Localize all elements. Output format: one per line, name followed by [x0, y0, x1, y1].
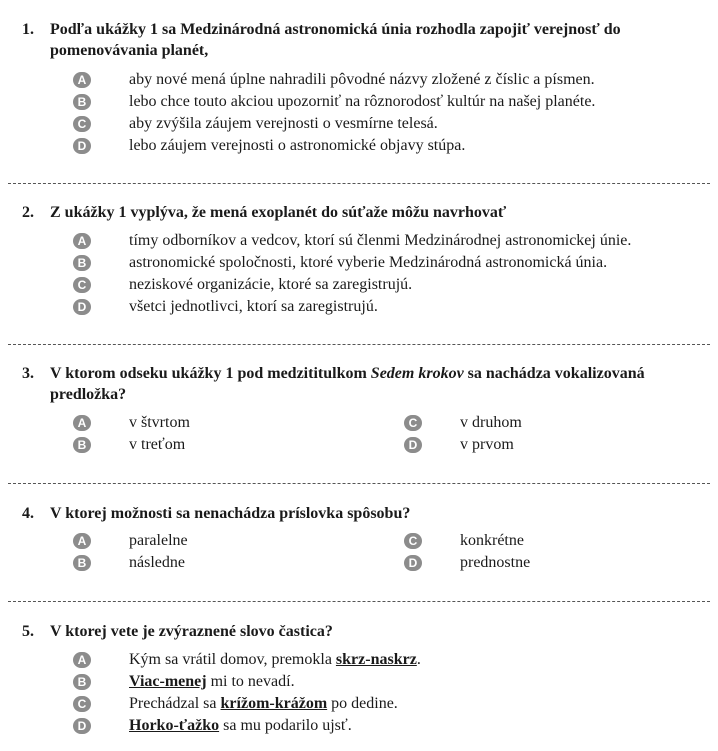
option-text: v druhom: [460, 414, 522, 431]
highlighted-word: Horko-ťažko: [129, 717, 220, 734]
question-text: Z ukážky 1 vyplýva, že mená exoplanét do súťaže môžu navrhovať: [50, 204, 507, 221]
option-letter-badge: B: [73, 555, 91, 571]
option-text: v štvrtom: [129, 414, 190, 431]
option-letter-badge: C: [404, 533, 422, 549]
option-letter-badge: A: [73, 652, 91, 668]
option-letter-badge: A: [73, 233, 91, 249]
option-text: paralelne: [129, 532, 188, 549]
option-letter-badge: B: [73, 255, 91, 271]
question-1: [0, 19, 718, 154]
option-text: následne: [129, 554, 185, 571]
question-number: 2.: [22, 204, 34, 221]
option-letter-badge: A: [73, 72, 91, 88]
question-4: [0, 503, 718, 571]
question-text: V ktorom odseku ukážky 1 pod medzititulkom Sedem krokov sa nachádza vokalizovaná predložka?: [50, 365, 645, 403]
option-text: Prechádzal sa krížom-krážom po dedine.: [129, 695, 398, 712]
option-letter-badge: B: [73, 674, 91, 690]
question-2: [0, 202, 718, 315]
option-letter-badge: A: [73, 415, 91, 431]
option-text: lebo záujem verejnosti o astronomické objavy stúpa.: [129, 137, 466, 154]
option-letter-badge: D: [73, 138, 91, 154]
highlighted-word: skrz-naskrz: [335, 651, 417, 668]
option-letter-badge: B: [73, 437, 91, 453]
question-number: 1.: [22, 21, 34, 38]
question-3: [0, 363, 718, 453]
question-number: 4.: [22, 505, 34, 522]
highlighted-word: krížom-krážom: [220, 695, 328, 712]
question-number: 5.: [22, 623, 34, 640]
option-text: všetci jednotlivci, ktorí sa zaregistrujú.: [129, 298, 378, 315]
question-text: Podľa ukážky 1 sa Medzinárodná astronomická únia rozhodla zapojiť verejnosť do pomenovávania planét,: [50, 21, 621, 59]
option-letter-badge: D: [404, 555, 422, 571]
option-letter-badge: C: [404, 415, 422, 431]
option-text: neziskové organizácie, ktoré sa zaregistrujú.: [129, 276, 413, 293]
option-text: konkrétne: [460, 532, 524, 549]
option-text: aby nové mená úplne nahradili pôvodné názvy zložené z číslic a písmen.: [129, 71, 595, 88]
option-text: Viac-menej mi to nevadí.: [129, 673, 295, 690]
option-text: prednostne: [460, 554, 531, 571]
option-letter-badge: D: [73, 718, 91, 734]
highlighted-word: Viac-menej: [129, 673, 207, 690]
option-letter-badge: D: [73, 299, 91, 315]
question-2-heading: [0, 202, 718, 223]
option-text: tímy odborníkov a vedcov, ktorí sú členmi Medzinárodnej astronomickej únie.: [129, 232, 632, 249]
dashed-separator: [8, 601, 710, 602]
question-text: V ktorej možnosti sa nenachádza príslovka spôsobu?: [50, 505, 411, 522]
question-5: [0, 621, 718, 734]
option-letter-badge: C: [73, 116, 91, 132]
dashed-separator: [8, 344, 710, 345]
question-5-heading: [0, 621, 718, 642]
option-text: lebo chce touto akciou upozorniť na rôznorodosť kultúr na našej planéte.: [129, 93, 596, 110]
option-text: v prvom: [460, 436, 514, 453]
question-3-heading: [0, 363, 718, 405]
dashed-separator: [8, 183, 710, 184]
question-1-heading: [0, 19, 718, 61]
question-4-heading: [0, 503, 718, 524]
option-text: aby zvýšila záujem verejnosti o vesmírne telesá.: [129, 115, 438, 132]
question-number: 3.: [22, 365, 34, 382]
option-letter-badge: A: [73, 533, 91, 549]
option-text: Kým sa vrátil domov, premokla skrz-naskrz.: [129, 651, 421, 668]
option-letter-badge: D: [404, 437, 422, 453]
option-letter-badge: C: [73, 277, 91, 293]
option-text: Horko-ťažko sa mu podarilo ujsť.: [129, 717, 352, 734]
dashed-separator: [8, 483, 710, 484]
option-text: astronomické spoločnosti, ktoré vyberie Medzinárodná astronomická únia.: [129, 254, 608, 271]
option-letter-badge: C: [73, 696, 91, 712]
subtitle-reference: Sedem krokov: [370, 365, 464, 382]
option-letter-badge: B: [73, 94, 91, 110]
question-text: V ktorej vete je zvýraznené slovo častica?: [50, 623, 333, 640]
option-text: v treťom: [129, 436, 186, 453]
